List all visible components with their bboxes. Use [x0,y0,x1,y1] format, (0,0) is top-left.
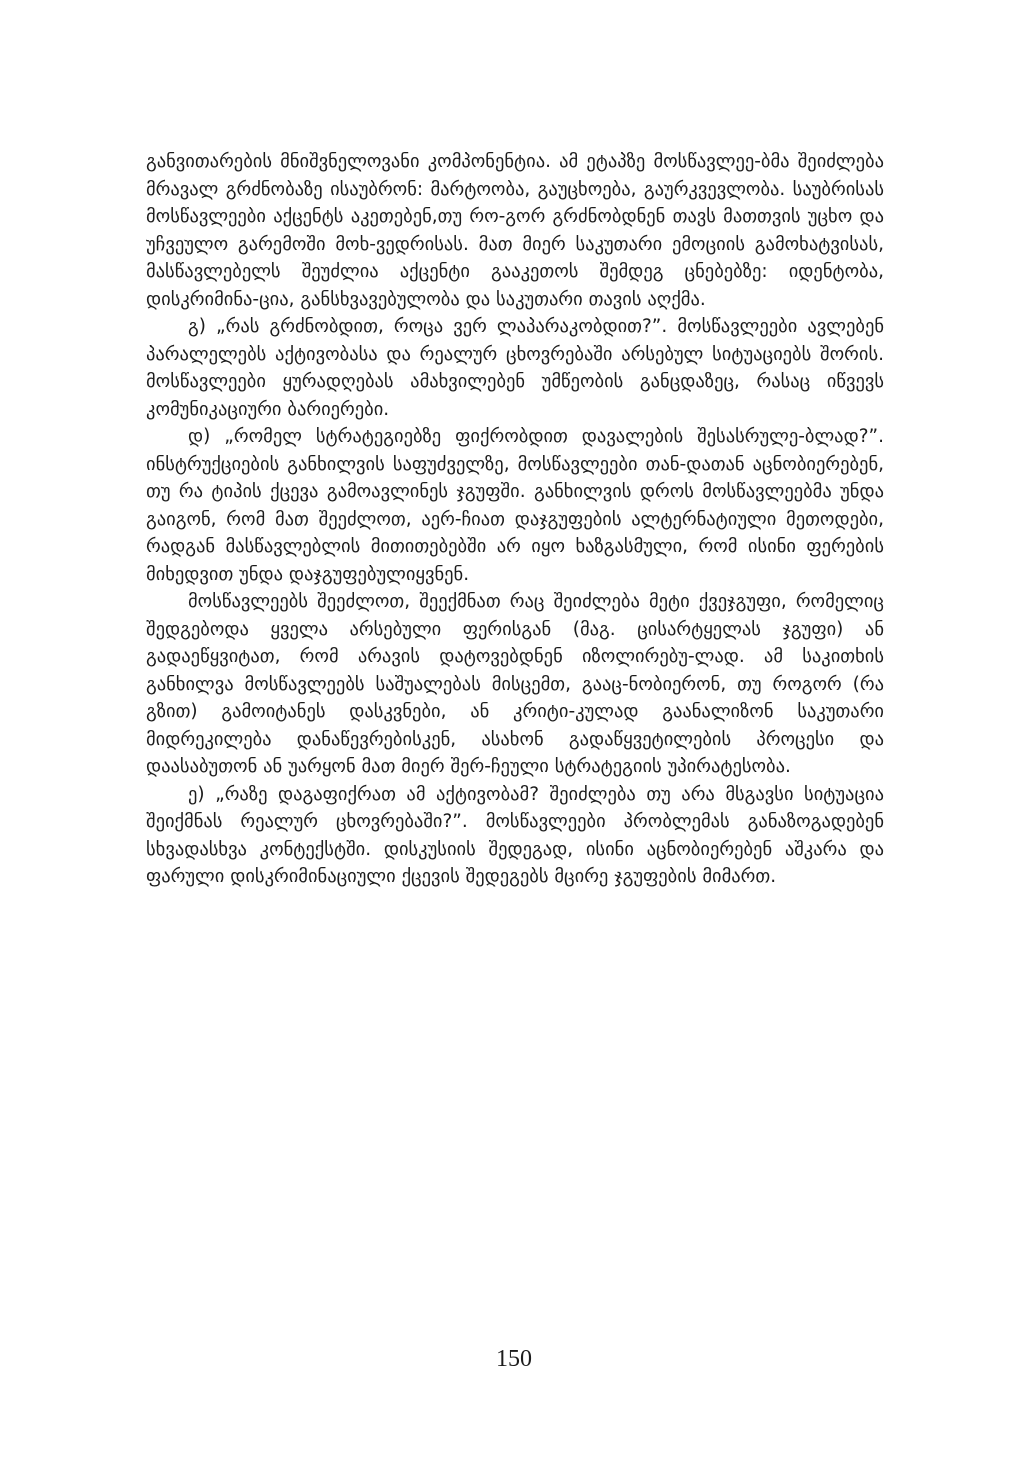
paragraph-question-e: ე) „რაზე დაგაფიქრათ ამ აქტივობამ? შეიძლება თუ არა მსგავსი სიტუაცია შეიქმნას რეალურ ცხოვრებაში?”. მოსწავლეები პრობლემას განაზოგადებენ სხვადასხვა კონტექსტში. დისკუსიის შედეგად, ისინი აცნობიერებენ აშკარა და ფარული დისკრიმინაციული ქცევის შედეგებს მცირე ჯგუფების მიმართ. [146,783,884,887]
page-body [146,148,884,891]
paragraph-continuation: განვითარების მნიშვნელოვანი კომპონენტია. ამ ეტაპზე მოსწავლეე-ბმა შეიძლება მრავალ გრძნობაზე ისაუბრონ: მარტოობა, გაუცხოება, გაურკვევლობა. საუბრისას მოსწავლეები აქცენტს აკეთებენ,თუ რო-გორ გრძნობდნენ თავს მათთვის უცხო და უჩვეულო გარემოში მოხ-ვედრისას. მათ მიერ საკუთარი ემოციის გამოხატვისას, მასწავლებელს შეუძლია აქცენტი გააკეთოს შემდეგ ცნებებზე: იდენტობა, დისკრიმინა-ცია, განსხვავებულობა და საკუთარი თავის აღქმა. [146,151,884,310]
paragraph-question-g: გ) „რას გრძნობდით, როცა ვერ ლაპარაკობდით?”. მოსწავლეები ავლებენ პარალელებს აქტივობასა და რეალურ ცხოვრებაში არსებულ სიტუაციებს შორის. მოსწავლეები ყურადღებას ამახვილებენ უმწეობის განცდაზეც, რასაც იწვევს კომუნიკაციური ბარიერები. [146,316,884,420]
paragraph-regrouping: მოსწავლეებს შეეძლოთ, შეექმნათ რაც შეიძლება მეტი ქვეჯგუფი, რომელიც შედგებოდა ყველა არსებული ფერისგან (მაგ. ცისარტყელას ჯგუფი) ან გადაეწყვიტათ, რომ არავის დატოვებდნენ იზოლირებუ-ლად. ამ საკითხის განხილვა მოსწავლეებს საშუალებას მისცემთ, გააც-ნობიერონ, თუ როგორ (რა გზით) გამოიტანეს დასკვნები, ან კრიტი-კულად გაანალიზონ საკუთარი მიდრეკილება დანაწევრებისკენ, ასახონ გადაწყვეტილების პროცესი და დაასაბუთონ ან უარყონ მათ მიერ შერ-ჩეული სტრატეგიის უპირატესობა. [146,591,884,777]
paragraph-question-d: დ) „რომელ სტრატეგიებზე ფიქრობდით დავალების შესასრულე-ბლად?”. ინსტრუქციების განხილვის საფუძველზე, მოსწავლეები თან-დათან აცნობიერებენ, თუ რა ტიპის ქცევა გამოავლინეს ჯგუფში. განხილვის დროს მოსწავლეებმა უნდა გაიგონ, რომ მათ შეეძლოთ, აერ-ჩიათ დაჯგუფების ალტერნატიული მეთოდები, რადგან მასწავლებლის მითითებებში არ იყო ხაზგასმული, რომ ისინი ფერების მიხედვით უნდა დაჯგუფებულიყვნენ. [146,426,884,585]
page-number: 150 [496,1346,532,1372]
